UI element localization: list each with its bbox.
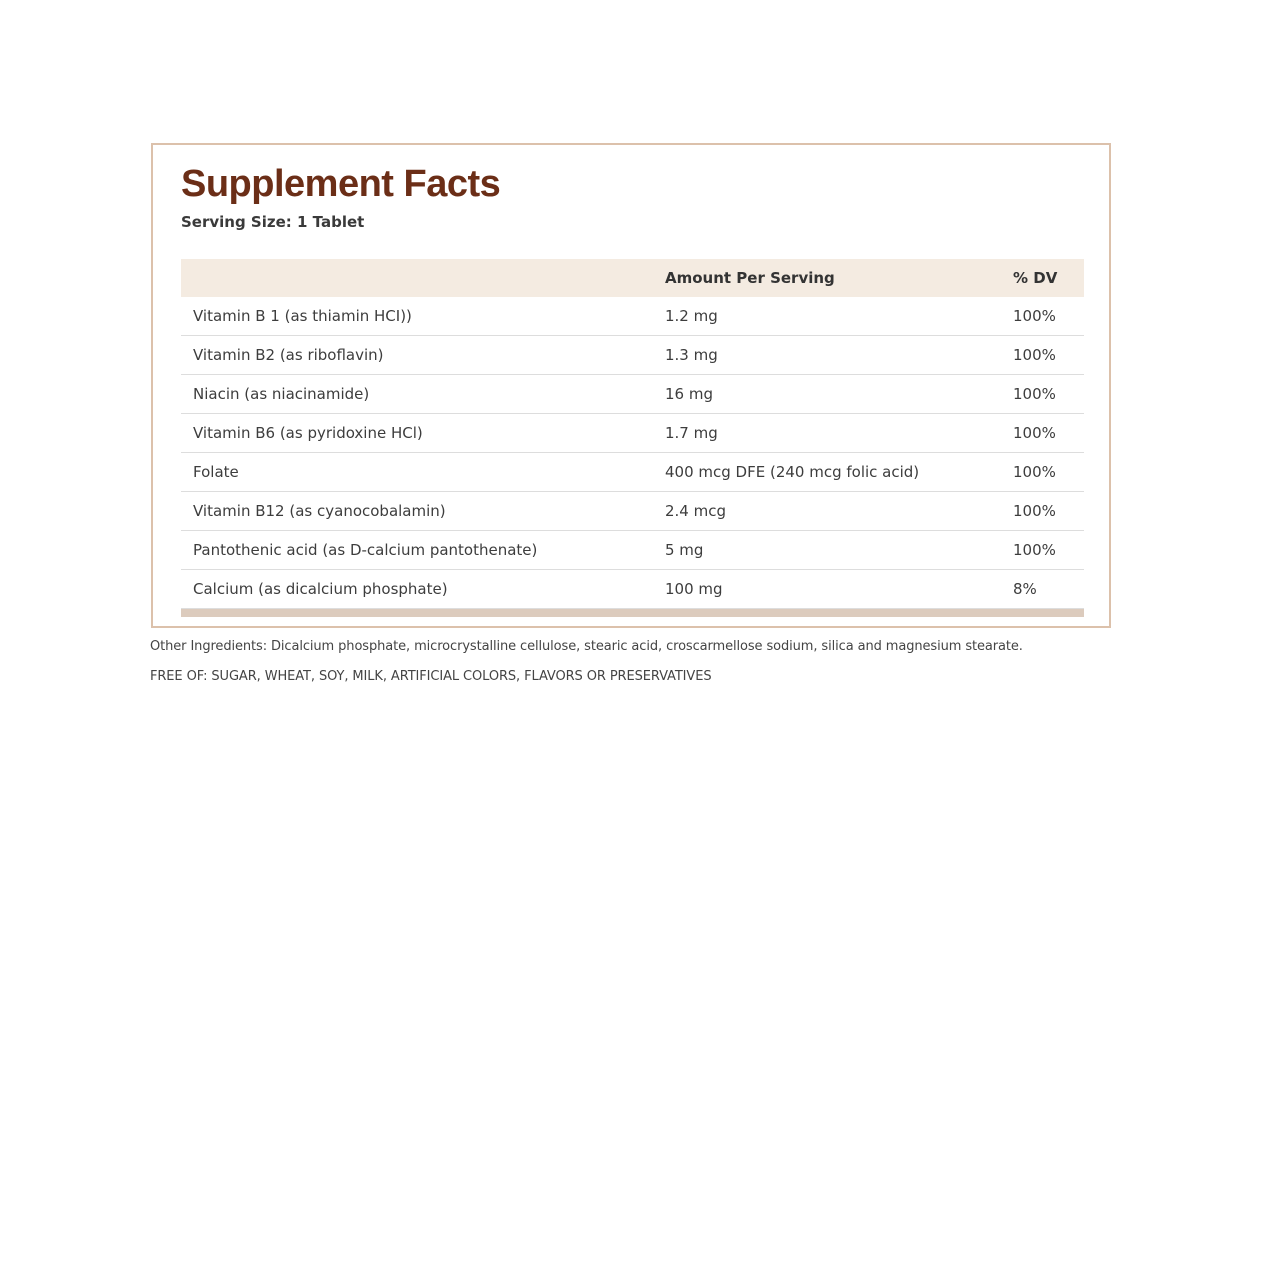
free-of-note: FREE OF: SUGAR, WHEAT, SOY, MILK, ARTIFICIAL COLORS, FLAVORS OR PRESERVATIVES [150, 669, 712, 684]
ingredient-name: Niacin (as niacinamide) [193, 385, 370, 403]
ingredient-name: Vitamin B 1 (as thiamin HCI)) [193, 307, 412, 325]
table-row [181, 375, 1084, 414]
ingredient-dv: 100% [1013, 385, 1056, 403]
ingredient-amount: 1.7 mg [665, 424, 718, 442]
serving-size: Serving Size: 1 Tablet [181, 213, 365, 231]
table-row [181, 492, 1084, 531]
ingredient-name: Folate [193, 463, 239, 481]
ingredient-dv: 100% [1013, 541, 1056, 559]
supplement-facts-panel [151, 143, 1111, 628]
ingredient-dv: 8% [1013, 580, 1037, 598]
ingredient-dv: 100% [1013, 346, 1056, 364]
header-amount: Amount Per Serving [665, 269, 835, 287]
ingredient-name: Vitamin B12 (as cyanocobalamin) [193, 502, 446, 520]
ingredient-name: Pantothenic acid (as D-calcium pantothenate) [193, 541, 538, 559]
table-row [181, 414, 1084, 453]
ingredient-name: Vitamin B2 (as riboflavin) [193, 346, 384, 364]
table-row [181, 531, 1084, 570]
other-ingredients-note: Other Ingredients: Dicalcium phosphate, microcrystalline cellulose, stearic acid, croscarmellose sodium, silica and magnesium stearate. [150, 639, 1023, 654]
table-row [181, 453, 1084, 492]
ingredient-amount: 1.2 mg [665, 307, 718, 325]
ingredient-dv: 100% [1013, 463, 1056, 481]
panel-title: Supplement Facts [181, 163, 501, 205]
ingredient-amount: 400 mcg DFE (240 mcg folic acid) [665, 463, 920, 481]
table-header [181, 259, 1084, 297]
ingredient-name: Vitamin B6 (as pyridoxine HCl) [193, 424, 423, 442]
ingredient-dv: 100% [1013, 502, 1056, 520]
facts-table [181, 259, 1084, 617]
ingredient-amount: 16 mg [665, 385, 713, 403]
table-footer-bar [181, 609, 1084, 617]
header-dv: % DV [1013, 269, 1058, 287]
ingredient-amount: 5 mg [665, 541, 704, 559]
ingredient-name: Calcium (as dicalcium phosphate) [193, 580, 448, 598]
ingredient-amount: 1.3 mg [665, 346, 718, 364]
table-row [181, 297, 1084, 336]
table-row [181, 570, 1084, 609]
table-row [181, 336, 1084, 375]
ingredient-amount: 2.4 mcg [665, 502, 727, 520]
ingredient-dv: 100% [1013, 307, 1056, 325]
ingredient-dv: 100% [1013, 424, 1056, 442]
ingredient-amount: 100 mg [665, 580, 723, 598]
